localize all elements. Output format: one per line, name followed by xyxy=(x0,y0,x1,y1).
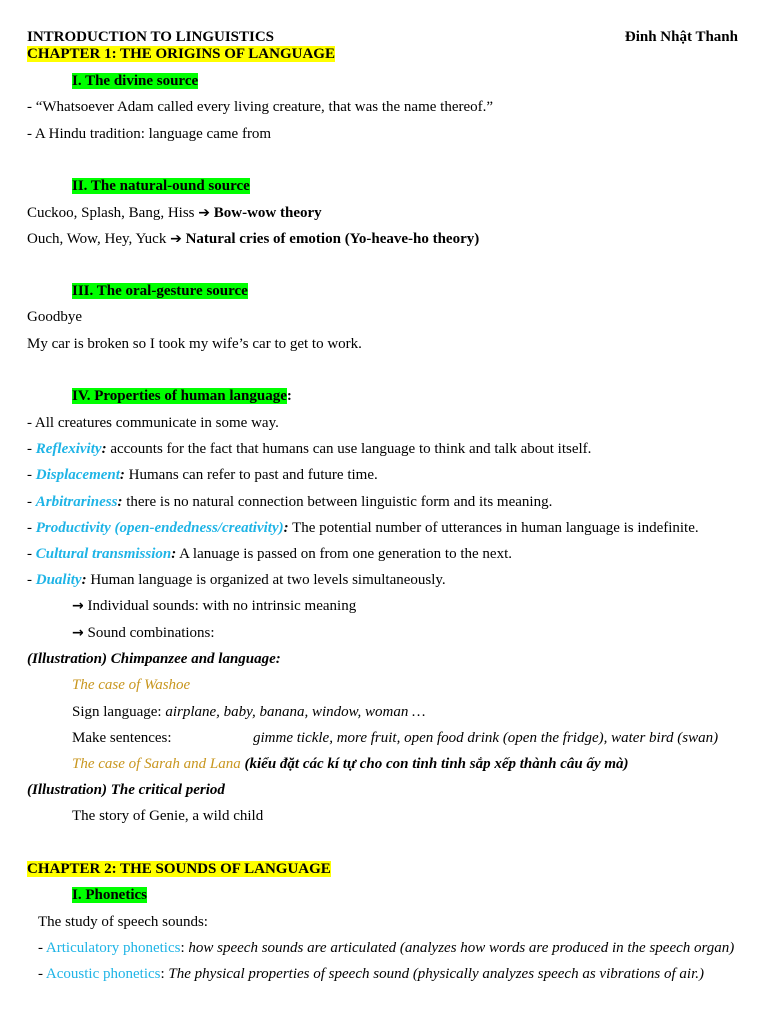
property-item: - Arbitrariness: there is no natural connection between linguistic form and its meaning. xyxy=(27,494,553,510)
bow-wow-line: Cuckoo, Splash, Bang, Hiss ➔ Bow-wow theory xyxy=(27,205,322,221)
phonetics-intro: The study of speech sounds: xyxy=(38,914,208,930)
illustration-critical-heading: (Illustration) The critical period xyxy=(27,782,225,798)
section-properties-heading: IV. Properties of human language: xyxy=(72,388,292,404)
gesture-example-2: My car is broken so I took my wife’s car to get to work. xyxy=(27,336,362,352)
genie-story: The story of Genie, a wild child xyxy=(72,808,264,824)
chapter1-title: CHAPTER 1: THE ORIGINS OF LANGUAGE xyxy=(27,46,335,62)
properties-intro: - All creatures communicate in some way. xyxy=(27,415,279,431)
duality-sub-2: → Sound combinations: xyxy=(72,625,215,641)
illustration-chimp-heading: (Illustration) Chimpanzee and language: xyxy=(27,651,281,667)
arrow-icon: → xyxy=(72,598,84,614)
property-item: - Displacement: Humans can refer to past and future time. xyxy=(27,467,378,483)
arrow-icon: ➔ xyxy=(170,231,182,247)
property-item: - Cultural transmission: A lanuage is passed on from one generation to the next. xyxy=(27,546,512,562)
section-divine-heading: I. The divine source xyxy=(72,73,199,89)
sarah-lana-line: The case of Sarah and Lana (kiểu đặt các kí tự cho con tinh tinh sắp xếp thành câu ấy mà) xyxy=(72,756,629,772)
gesture-example-1: Goodbye xyxy=(27,309,82,325)
property-item: - Reflexivity: accounts for the fact that humans can use language to think and talk about itself. xyxy=(27,441,592,457)
arrow-icon: ➔ xyxy=(198,205,210,221)
chapter2-title: CHAPTER 2: THE SOUNDS OF LANGUAGE xyxy=(27,861,331,877)
sign-language-line: Sign language: airplane, baby, banana, window, woman … xyxy=(72,704,426,720)
emotion-line: Ouch, Wow, Hey, Yuck ➔ Natural cries of emotion (Yo-heave-ho theory) xyxy=(27,231,480,247)
arrow-icon: → xyxy=(72,625,84,641)
author-name: Đinh Nhật Thanh xyxy=(624,29,738,45)
phonetics-item: - Acoustic phonetics: The physical properties of speech sound (physically analyzes speech as vibrations of air.) xyxy=(38,966,705,982)
phonetics-item: - Articulatory phonetics: how speech sounds are articulated (analyzes how words are produced in the speech organ) xyxy=(38,940,735,956)
section-phonetics-heading: I. Phonetics xyxy=(72,887,147,903)
divine-hindu: - A Hindu tradition: language came from xyxy=(27,126,272,142)
property-item: - Duality: Human language is organized at two levels simultaneously. xyxy=(27,572,446,588)
property-item: - Productivity (open-endedness/creativity): The potential number of utterances in human language is indefinite. xyxy=(27,520,699,536)
duality-sub-1: → Individual sounds: with no intrinsic meaning xyxy=(72,598,357,614)
section-gesture-heading: III. The oral-gesture source xyxy=(72,283,248,299)
make-sentences-examples: gimme tickle, more fruit, open food drink (open the fridge), water bird (swan) xyxy=(253,730,719,746)
make-sentences-label: Make sentences: xyxy=(72,730,172,746)
section-natural-heading: II. The natural-ound source xyxy=(72,178,250,194)
washoe-case: The case of Washoe xyxy=(72,677,191,693)
divine-quote: - “Whatsoever Adam called every living creature, that was the name thereof.” xyxy=(27,99,494,115)
course-title: INTRODUCTION TO LINGUISTICS xyxy=(27,29,275,45)
